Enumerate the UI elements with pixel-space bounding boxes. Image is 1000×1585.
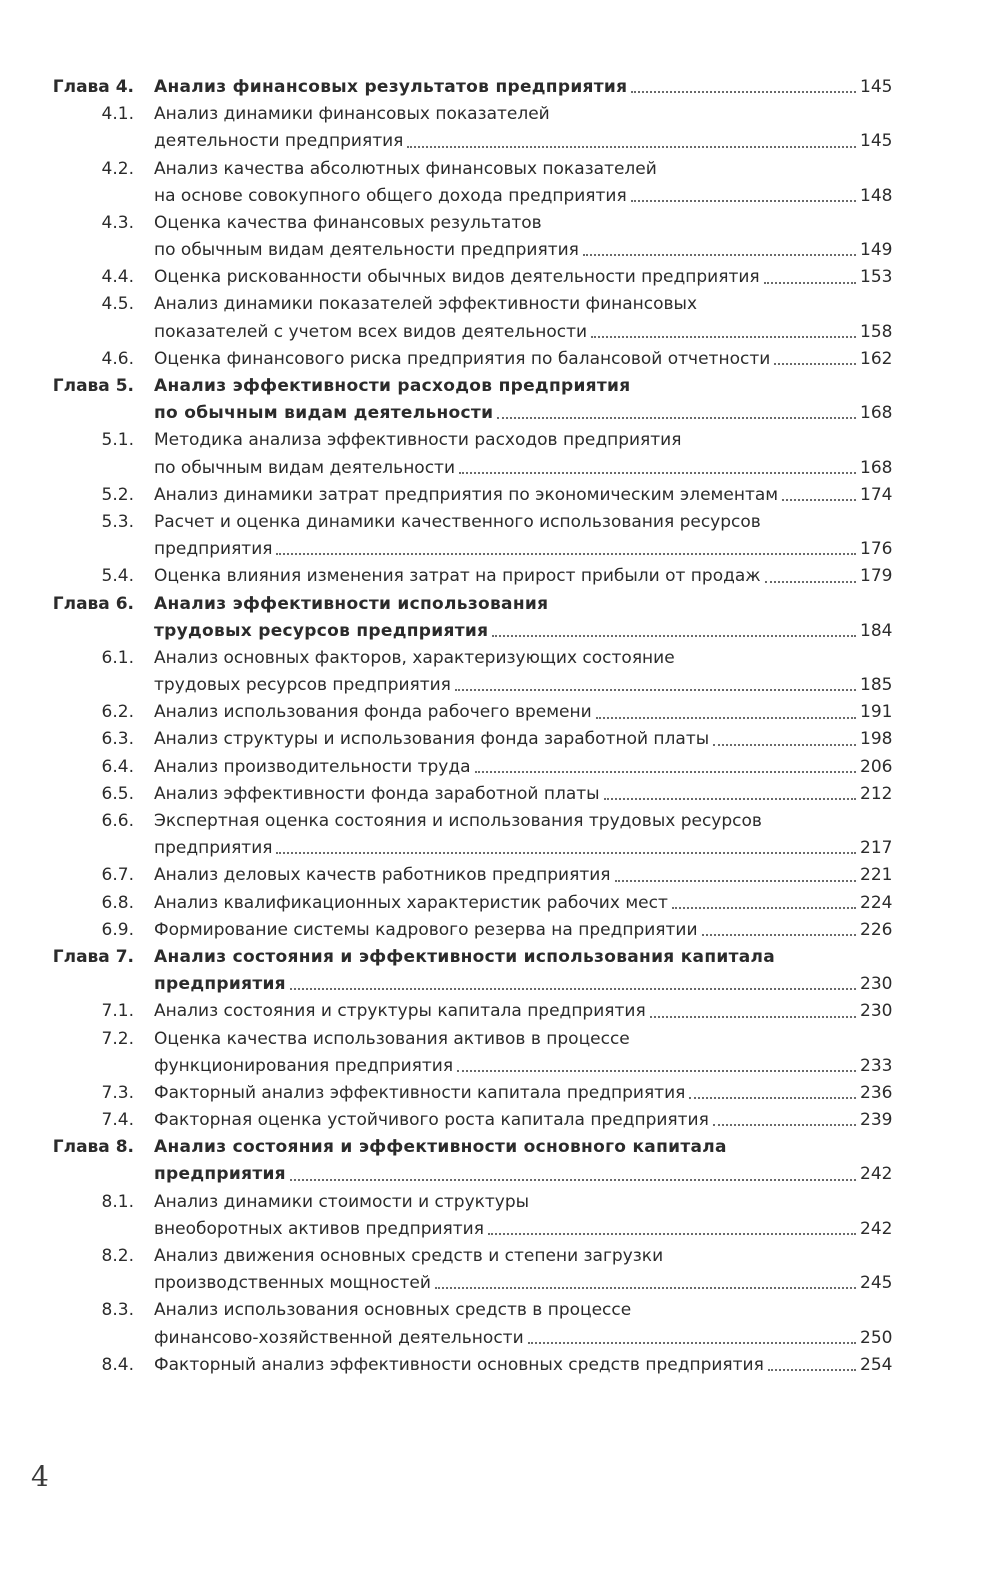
section-number: 6.9. — [101, 919, 134, 940]
toc-section-row — [0, 536, 1000, 563]
section-title: Оценка рискованности обычных видов деятельности предприятия — [154, 267, 760, 288]
section-title: Экспертная оценка состояния и использования трудовых ресурсов — [154, 811, 762, 832]
page-ref: 242 — [860, 1164, 893, 1185]
section-number: 4.1. — [101, 104, 134, 125]
section-title: деятельности предприятия — [154, 131, 404, 152]
section-title: по обычным видам деятельности предприятия — [154, 240, 579, 261]
toc-section-row — [0, 101, 1000, 128]
section-title: Методика анализа эффективности расходов предприятия — [154, 430, 682, 451]
section-title: трудовых ресурсов предприятия — [154, 675, 451, 696]
toc-section-row — [0, 1053, 1000, 1080]
page-ref: 174 — [860, 484, 893, 505]
section-title: Анализ основных факторов, характеризующих состояние — [154, 647, 675, 668]
section-number: 7.4. — [101, 1110, 134, 1131]
toc-section-row — [0, 835, 1000, 862]
section-number: 7.1. — [101, 1001, 134, 1022]
toc-section-row — [0, 781, 1000, 808]
page-ref: 221 — [860, 865, 893, 886]
section-title: Анализ состояния и структуры капитала предприятия — [154, 1001, 646, 1022]
toc-section-row — [0, 264, 1000, 291]
page-ref: 149 — [860, 240, 893, 261]
section-number: 4.5. — [101, 294, 134, 315]
section-number: 6.5. — [101, 783, 134, 804]
toc-section-row — [0, 210, 1000, 237]
page-ref: 250 — [860, 1327, 893, 1348]
page-ref: 153 — [860, 267, 893, 288]
chapter-title: Анализ состояния и эффективности использования капитала — [154, 946, 776, 967]
toc-chapter-row — [0, 971, 1000, 998]
page-ref: 191 — [860, 702, 893, 723]
section-number: 5.1. — [101, 430, 134, 451]
toc-section-row — [0, 862, 1000, 889]
toc-section-row — [0, 727, 1000, 754]
leader-dots — [713, 744, 856, 746]
chapter-title: предприятия — [154, 974, 286, 995]
leader-dots — [702, 934, 856, 936]
page-ref: 206 — [860, 756, 893, 777]
page-ref: 239 — [860, 1110, 893, 1131]
section-title: предприятия — [154, 838, 273, 859]
page-ref: 145 — [860, 76, 893, 97]
toc-section-row — [0, 699, 1000, 726]
section-title: Анализ эффективности фонда заработной платы — [154, 783, 600, 804]
section-title: Факторная оценка устойчивого роста капитала предприятия — [154, 1110, 709, 1131]
page-ref: 176 — [860, 539, 893, 560]
section-title: Анализ движения основных средств и степени загрузки — [154, 1246, 664, 1267]
page-ref: 230 — [860, 974, 893, 995]
section-number: 4.3. — [101, 212, 134, 233]
leader-dots — [475, 771, 856, 773]
section-title: показателей с учетом всех видов деятельности — [154, 321, 588, 342]
page-ref: 224 — [860, 892, 893, 913]
section-title: производственных мощностей — [154, 1273, 431, 1294]
leader-dots — [615, 880, 857, 882]
section-title: по обычным видам деятельности — [154, 457, 456, 478]
section-number: 4.6. — [101, 348, 134, 369]
leader-dots — [604, 798, 856, 800]
leader-dots — [596, 717, 856, 719]
toc-section-row — [0, 1026, 1000, 1053]
page-ref: 168 — [860, 403, 893, 424]
section-title: функционирования предприятия — [154, 1055, 454, 1076]
section-title: на основе совокупного общего дохода предприятия — [154, 185, 627, 206]
leader-dots — [583, 254, 856, 256]
page-ref: 184 — [860, 620, 893, 641]
section-number: 6.4. — [101, 756, 134, 777]
section-number: 6.8. — [101, 892, 134, 913]
section-title: Формирование системы кадрового резерва на предприятии — [154, 919, 698, 940]
page-ref: 245 — [860, 1273, 893, 1294]
toc-section-row — [0, 754, 1000, 781]
leader-dots — [497, 417, 856, 419]
leader-dots — [457, 1070, 856, 1072]
section-title: Анализ динамики финансовых показателей — [154, 104, 550, 125]
page-ref: 233 — [860, 1055, 893, 1076]
toc-section-row — [0, 455, 1000, 482]
chapter-title: предприятия — [154, 1164, 286, 1185]
chapter-number: Глава 7. — [52, 946, 134, 967]
toc-section-row — [0, 183, 1000, 210]
leader-dots — [631, 91, 856, 93]
leader-dots — [764, 282, 856, 284]
toc-section-row — [0, 563, 1000, 590]
page-ref: 145 — [860, 131, 893, 152]
toc-section-row — [0, 890, 1000, 917]
toc-chapter-row — [0, 618, 1000, 645]
toc-chapter-row — [0, 74, 1000, 101]
chapter-title: Анализ эффективности использования — [154, 593, 549, 614]
toc-section-row — [0, 917, 1000, 944]
toc-section-row — [0, 1107, 1000, 1134]
toc-section-row — [0, 1216, 1000, 1243]
leader-dots — [276, 852, 856, 854]
toc-section-row — [0, 509, 1000, 536]
page-ref: 236 — [860, 1082, 893, 1103]
section-number: 5.2. — [101, 484, 134, 505]
toc-section-row — [0, 1297, 1000, 1324]
page-ref: 148 — [860, 185, 893, 206]
toc-chapter-row — [0, 1162, 1000, 1189]
leader-dots — [713, 1124, 856, 1126]
page-ref: 198 — [860, 729, 893, 750]
section-title: Анализ структуры и использования фонда заработной платы — [154, 729, 710, 750]
leader-dots — [650, 1016, 856, 1018]
toc-section-row — [0, 1243, 1000, 1270]
leader-dots — [774, 363, 856, 365]
toc-chapter-row — [0, 944, 1000, 971]
leader-dots — [488, 1233, 856, 1235]
leader-dots — [528, 1342, 856, 1344]
page-ref: 185 — [860, 675, 893, 696]
toc-section-row — [0, 1189, 1000, 1216]
toc-section-row — [0, 319, 1000, 346]
toc-section-row — [0, 292, 1000, 319]
toc-section-row — [0, 1352, 1000, 1379]
section-title: предприятия — [154, 539, 273, 560]
leader-dots — [290, 1179, 856, 1181]
leader-dots — [276, 553, 856, 555]
chapter-number: Глава 6. — [52, 593, 134, 614]
page-ref: 158 — [860, 321, 893, 342]
leader-dots — [765, 581, 856, 583]
toc-section-row — [0, 808, 1000, 835]
toc-section-row — [0, 1325, 1000, 1352]
toc-chapter-row — [0, 373, 1000, 400]
section-number: 6.1. — [101, 647, 134, 668]
page-ref: 226 — [860, 919, 893, 940]
leader-dots — [290, 988, 856, 990]
section-number: 7.3. — [101, 1082, 134, 1103]
section-title: Анализ использования фонда рабочего времени — [154, 702, 592, 723]
leader-dots — [407, 146, 856, 148]
section-title: Анализ использования основных средств в процессе — [154, 1300, 632, 1321]
section-number: 4.2. — [101, 158, 134, 179]
leader-dots — [689, 1097, 856, 1099]
leader-dots — [631, 200, 856, 202]
section-title: Оценка влияния изменения затрат на прирост прибыли от продаж — [154, 566, 761, 587]
page-ref: 217 — [860, 838, 893, 859]
section-number: 6.6. — [101, 811, 134, 832]
section-title: Расчет и оценка динамики качественного использования ресурсов — [154, 511, 761, 532]
section-title: финансово-хозяйственной деятельности — [154, 1327, 524, 1348]
toc-section-row — [0, 427, 1000, 454]
chapter-title: Анализ финансовых результатов предприятия — [154, 76, 628, 97]
toc-chapter-row — [0, 400, 1000, 427]
section-number: 8.3. — [101, 1300, 134, 1321]
section-title: Оценка качества использования активов в процессе — [154, 1028, 630, 1049]
page-ref: 230 — [860, 1001, 893, 1022]
page-number: 4 — [31, 1460, 49, 1493]
section-title: Анализ динамики затрат предприятия по экономическим элементам — [154, 484, 779, 505]
toc-section-row — [0, 156, 1000, 183]
leader-dots — [768, 1369, 856, 1371]
leader-dots — [435, 1287, 856, 1289]
chapter-number: Глава 8. — [52, 1137, 134, 1158]
toc-section-row — [0, 1270, 1000, 1297]
section-title: Анализ качества абсолютных финансовых показателей — [154, 158, 657, 179]
leader-dots — [492, 635, 856, 637]
chapter-title: трудовых ресурсов предприятия — [154, 620, 489, 641]
page-ref: 212 — [860, 783, 893, 804]
section-number: 7.2. — [101, 1028, 134, 1049]
section-title: Факторный анализ эффективности капитала предприятия — [154, 1082, 686, 1103]
section-number: 5.3. — [101, 511, 134, 532]
table-of-contents — [0, 74, 1000, 1379]
page-ref: 162 — [860, 348, 893, 369]
toc-section-row — [0, 645, 1000, 672]
leader-dots — [672, 907, 856, 909]
section-title: Анализ квалификационных характеристик рабочих мест — [154, 892, 668, 913]
chapter-number: Глава 4. — [52, 76, 134, 97]
page-ref: 168 — [860, 457, 893, 478]
leader-dots — [459, 472, 856, 474]
toc-section-row — [0, 672, 1000, 699]
chapter-title: Анализ эффективности расходов предприятия — [154, 376, 631, 397]
toc-section-row — [0, 482, 1000, 509]
section-title: Оценка качества финансовых результатов — [154, 212, 542, 233]
section-title: внеоборотных активов предприятия — [154, 1218, 484, 1239]
toc-chapter-row — [0, 591, 1000, 618]
section-title: Анализ динамики стоимости и структуры — [154, 1191, 530, 1212]
section-number: 4.4. — [101, 267, 134, 288]
section-number: 6.7. — [101, 865, 134, 886]
section-title: Анализ динамики показателей эффективности финансовых — [154, 294, 698, 315]
section-number: 8.4. — [101, 1354, 134, 1375]
section-number: 5.4. — [101, 566, 134, 587]
section-title: Оценка финансового риска предприятия по балансовой отчетности — [154, 348, 771, 369]
section-title: Факторный анализ эффективности основных средств предприятия — [154, 1354, 764, 1375]
toc-section-row — [0, 998, 1000, 1025]
leader-dots — [591, 336, 856, 338]
toc-section-row — [0, 128, 1000, 155]
toc-section-row — [0, 1080, 1000, 1107]
leader-dots — [455, 689, 856, 691]
page-ref: 242 — [860, 1218, 893, 1239]
leader-dots — [782, 499, 856, 501]
section-number: 8.1. — [101, 1191, 134, 1212]
page-ref: 179 — [860, 566, 893, 587]
toc-section-row — [0, 237, 1000, 264]
section-number: 8.2. — [101, 1246, 134, 1267]
chapter-number: Глава 5. — [52, 376, 134, 397]
toc-chapter-row — [0, 1134, 1000, 1161]
page-ref: 254 — [860, 1354, 893, 1375]
section-number: 6.3. — [101, 729, 134, 750]
chapter-title: Анализ состояния и эффективности основного капитала — [154, 1137, 727, 1158]
section-title: Анализ производительности труда — [154, 756, 471, 777]
section-number: 6.2. — [101, 702, 134, 723]
toc-section-row — [0, 346, 1000, 373]
section-title: Анализ деловых качеств работников предприятия — [154, 865, 611, 886]
chapter-title: по обычным видам деятельности — [154, 403, 494, 424]
